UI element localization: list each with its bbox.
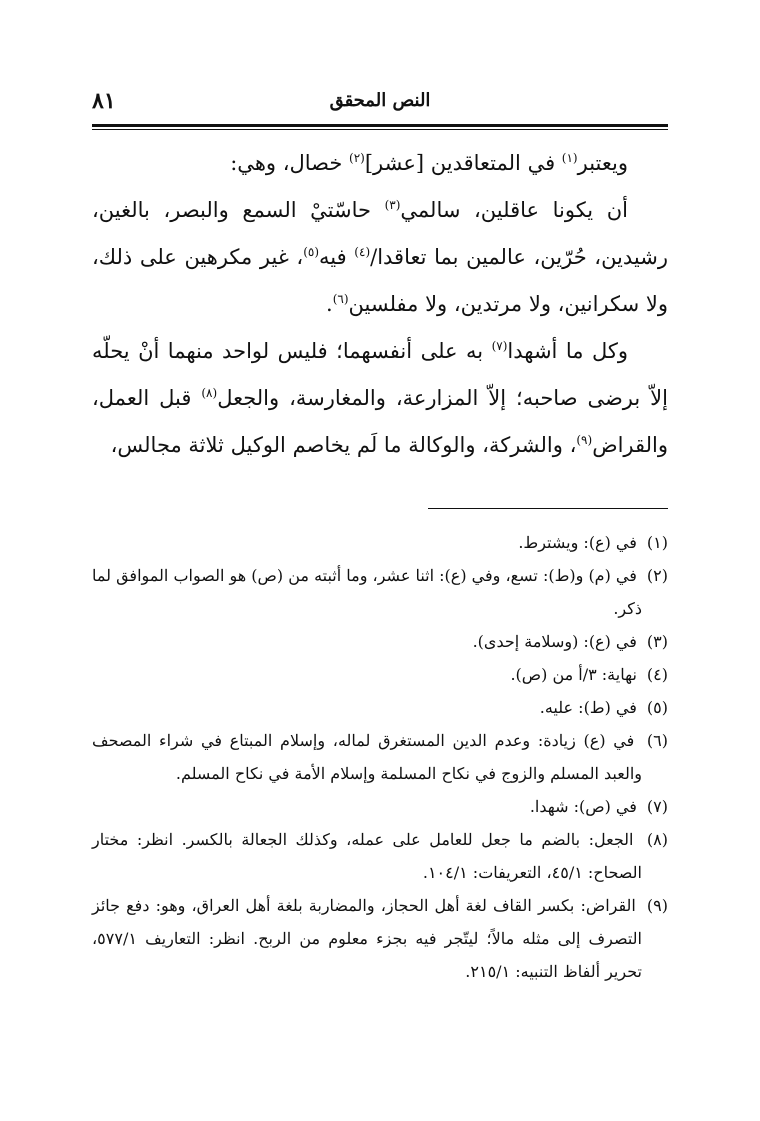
footnote-marker: (٢) [349, 151, 365, 165]
main-paragraph [92, 328, 668, 469]
footnote-text: في (م) و(ط): تسع، وفي (ع): اثنا عشر، وما أثبته من (ص) هو الصواب الموافق لما ذكر. [92, 566, 642, 618]
footnote-text: القراض: بكسر القاف لغة أهل الحجاز، والمضاربة بلغة أهل العراق، وهو: دفع جائز التصرف إلى مثله مالاً؛ ليتّجر فيه بجزء معلوم من الربح. انظر: التعاريف ٥٧٧/١، تحرير ألفاظ التنبيه: ٢١٥/١. [92, 896, 642, 981]
footnote-marker: (٤) [354, 245, 371, 259]
footnote-marker: (٥) [303, 245, 320, 259]
page-number: ٨١ [92, 88, 116, 114]
footnote-number: (٨) [646, 830, 668, 849]
paragraph-text: خصال، وهي: [230, 151, 350, 175]
footnote-marker: (٣) [384, 198, 401, 212]
paragraph-text: ، غير مكرهين على ذلك، ولا سكرانين، ولا مرتدين، ولا مفلسين [92, 245, 668, 316]
footnote-item [92, 823, 668, 889]
footnote-number: (٦) [646, 731, 668, 750]
footnote-text: في (ع): (وسلامة إحدى). [472, 632, 642, 651]
paragraph-text: أن يكونا عاقلين، سالمي [400, 198, 628, 222]
footnote-text: في (ص): شهدا. [529, 797, 642, 816]
footnote-number: (٥) [646, 698, 668, 717]
paragraph-text: ، والشركة، والوكالة ما لَم يخاصم الوكيل ثلاثة مجالس، [110, 433, 577, 457]
footnote-separator [428, 508, 668, 509]
footnote-marker: (٨) [201, 386, 218, 400]
paragraph-text: حاسّتيْ السمع والبصر، بالغين، رشيدين، حُرّين، عالمين بما تعاقدا/ [92, 198, 668, 269]
footnote-item [92, 691, 668, 724]
paragraph-text: به على أنفسهما؛ فليس لواحد منهما أنْ يحلّه إلاّ برضى صاحبه؛ إلاّ المزارعة، والمغارسة، والجعل [92, 339, 668, 410]
main-paragraph [92, 140, 668, 187]
footnote-text: في (ط): عليه. [539, 698, 642, 717]
footnote-marker: (٦) [332, 292, 349, 306]
paragraph-text: . [326, 292, 333, 316]
running-title: النص المحقق [329, 90, 431, 111]
footnote-text: الجعل: بالضم ما جعل للعامل على عمله، وكذلك الجعالة بالكسر. انظر: مختار الصحاح: ٤٥/١، التعريفات: ١٠٤/١. [92, 830, 642, 882]
footnote-text: نهاية: ٣/أ من (ص). [510, 665, 642, 684]
footnote-text: في (ع) زيادة: وعدم الدين المستغرق لماله، وإسلام المبتاع في شراء المصحف والعبد المسلم والزوج في نكاح المسلمة وإسلام الأمة في نكاح المسلم. [92, 731, 642, 783]
footnote-marker: (٧) [491, 339, 508, 353]
footnote-number: (٩) [646, 896, 668, 915]
footnote-number: (١) [646, 533, 668, 552]
page-header [92, 88, 668, 124]
paragraph-text: ويعتبر [577, 151, 628, 175]
paragraph-text: وكل ما أشهدا [507, 339, 629, 363]
footnote-number: (٢) [646, 566, 668, 585]
footnote-item [92, 724, 668, 790]
main-text [92, 140, 668, 469]
main-paragraph [92, 187, 668, 328]
footnote-item [92, 625, 668, 658]
footnote-number: (٤) [646, 665, 668, 684]
footnote-item [92, 526, 668, 559]
footnotes [92, 526, 668, 988]
footnote-marker: (١) [561, 151, 578, 165]
footnote-item [92, 790, 668, 823]
paragraph-text: في المتعاقدين [عشر] [364, 151, 562, 175]
paragraph-text: قبل العمل، والقراض [92, 386, 668, 457]
header-rule [92, 124, 668, 127]
footnote-text: في (ع): ويشترط. [518, 533, 642, 552]
footnote-marker: (٩) [576, 433, 593, 447]
footnote-item [92, 559, 668, 625]
footnote-number: (٧) [646, 797, 668, 816]
footnote-item [92, 658, 668, 691]
paragraph-text: فيه [319, 245, 355, 269]
footnote-number: (٣) [646, 632, 668, 651]
footnote-item [92, 889, 668, 988]
header-rule-thin [92, 129, 668, 130]
